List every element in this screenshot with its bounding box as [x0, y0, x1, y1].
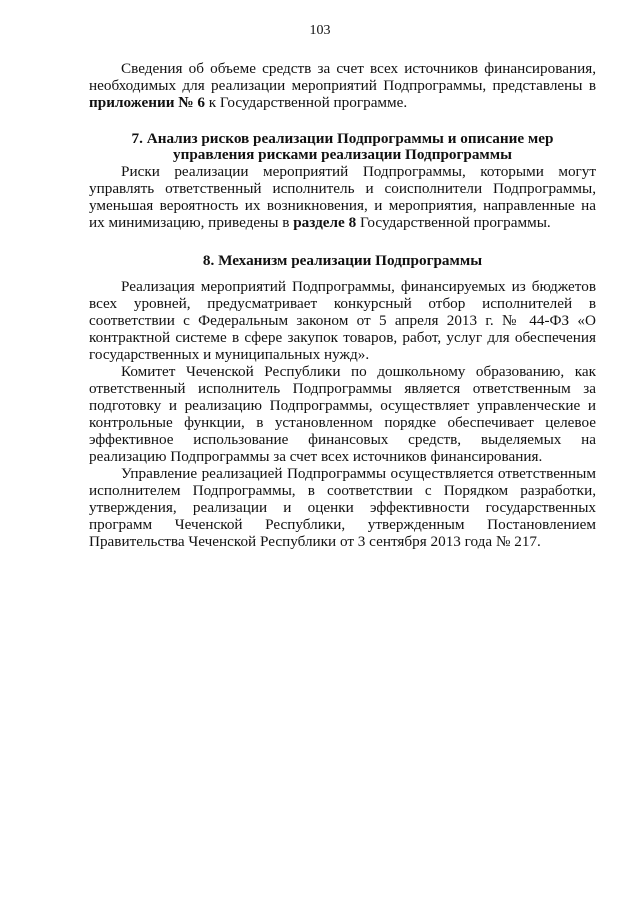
bold-reference: приложении № 6 [89, 94, 205, 111]
paragraph-text: Сведения об объеме средств за счет всех источников финансирования, необходимых для реализации мероприятий Подпрограммы, представлены в [89, 60, 596, 94]
section-title-line: 7. Анализ рисков реализации Подпрограммы и описание мер [131, 130, 554, 147]
paragraph-mechanism-1: Реализация мероприятий Подпрограммы, финансируемых из бюджетов всех уровней, предусматривает конкурсный отбор исполнителей в соответствии с Федеральным законом от 5 апреля 2013 г. № 44-ФЗ «О контрактной системе в сфере закупок товаров, работ, услуг для обеспечения государственных и муниципальных нужд». [89, 278, 596, 363]
paragraph-funding [89, 60, 596, 111]
paragraph-risks [89, 163, 596, 231]
paragraph-text: к Государственной программе. [204, 94, 408, 111]
bold-reference: разделе 8 [293, 214, 357, 231]
section-title-line: управления рисками реализации Подпрограммы [173, 146, 512, 163]
page-number: 103 [309, 23, 331, 38]
paragraph-mechanism-3: Управление реализацией Подпрограммы осуществляется ответственным исполнителем Подпрограммы, в соответствии с Порядком разработки, утверждения, реализации и оценки эффективности государственных программ Чеченской Республики, утвержденным Постановлением Правительства Чеченской Республики от 3 сентября 2013 года № 217. [89, 465, 596, 550]
section-7-title [89, 131, 596, 163]
paragraph-text: Риски реализации мероприятий Подпрограммы, которыми могут управлять ответственный исполнитель и соисполнители Подпрограммы, уменьшая вероятность их возникновения, и мероприятия, направленные на их минимизацию, приведены в [89, 163, 596, 231]
section-8-title: 8. Механизм реализации Подпрограммы [202, 252, 483, 269]
paragraph-text: Государственной программы. [356, 214, 551, 231]
paragraph-mechanism-2: Комитет Чеченской Республики по дошкольному образованию, как ответственный исполнитель Подпрограммы является ответственным за подготовку и реализацию Подпрограммы, осуществляет управленческие и контрольные функции, в установленном порядке обеспечивает целевое эффективное использование финансовых средств, выделяемых на реализацию Подпрограммы за счет всех источников финансирования. [89, 363, 596, 465]
page-content [89, 60, 596, 550]
